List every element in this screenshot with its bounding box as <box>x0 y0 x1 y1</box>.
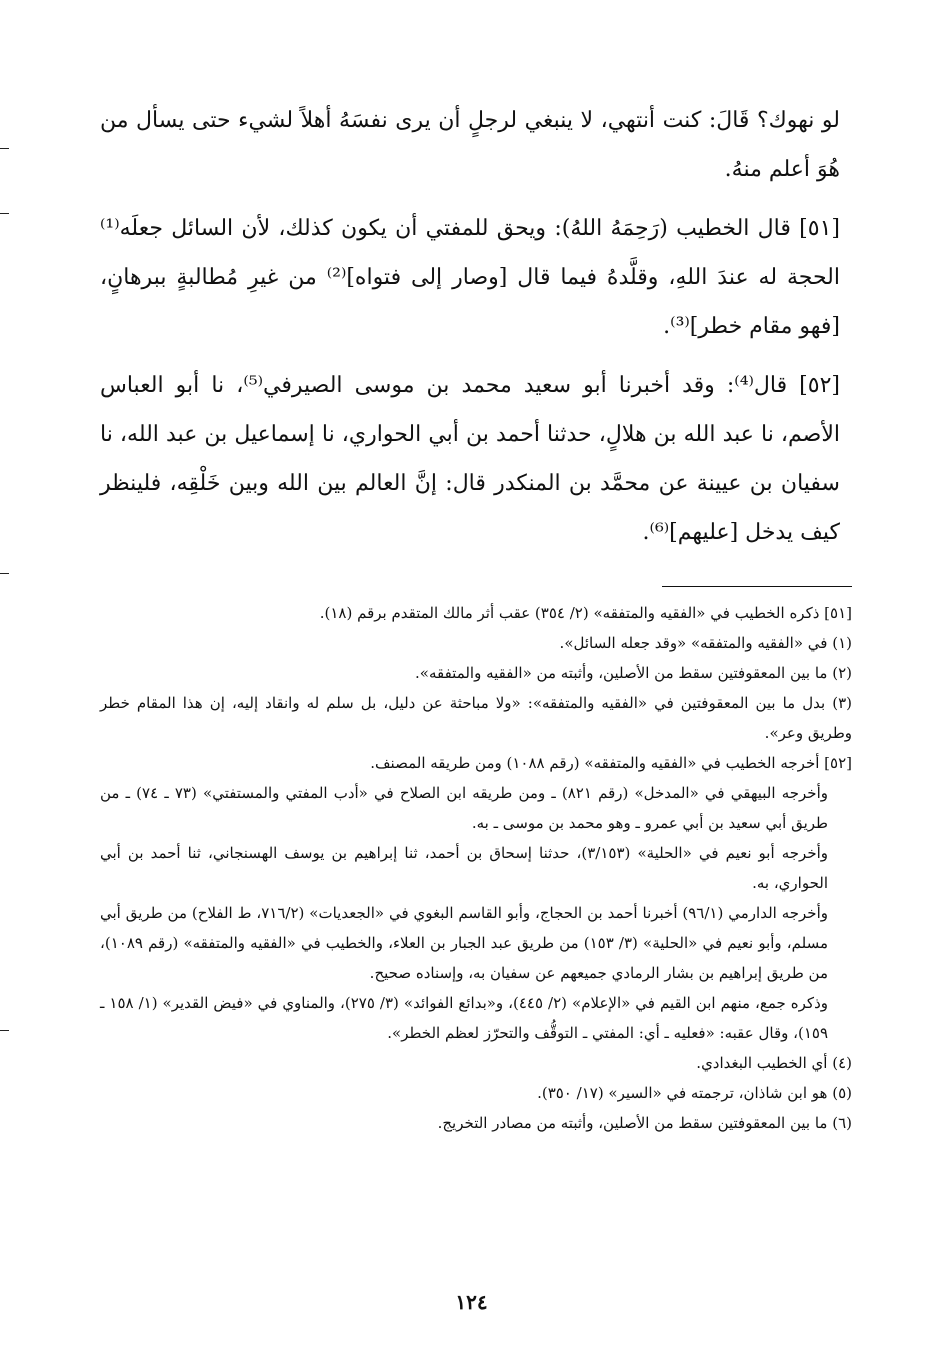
margin-tick <box>0 573 9 574</box>
footnote: وذكره جمع، منهم ابن القيم في «الإعلام» (٢/ ٤٤٥)، و«بدائع الفوائد» (٣/ ٢٧٥)، والمناوي في «فيض القدير» (١/ ١٥٨ ـ ١٥٩)، وقال عقبه: «فعليه ـ أي: المفتي ـ التوقُّف والتحرّز لعظم الخطر». <box>100 994 828 1042</box>
main-paragraph: [٥٢] قال⁽⁴⁾: وقد أخبرنا أبو سعيد محمد بن موسى الصيرفي⁽⁵⁾، نا أبو العباس الأصم، نا عبد الله بن هلالٍ، حدثنا أحمد بن أبي الحواري، نا إسماعيل بن عبد الله، نا سفيان بن عيينة عن محمَّد بن المنكدر قال: إنَّ العالم بين الله وبين خَلْقِه، فلينظر كيف يدخل [عليهم]⁽⁶⁾. <box>100 373 840 545</box>
main-paragraph: لو نهوك؟ قَالَ: كنت أنتهي، لا ينبغي لرجلٍ أن يرى نفسَهُ أهلاً لشيء حتى يسأل من هُوَ أعلم منهُ. <box>100 108 840 182</box>
footnote: وأخرجه الدارمي (٩٦/١) أخبرنا أحمد بن الحجاج، وأبو القاسم البغوي في «الجعديات» (٧١٦/٢، ط الفلاح) من طريق أبي مسلم، وأبو نعيم في «الحلية» (٣/ ١٥٣) من طريق عبد الجبار بن العلاء، والخطيب في «الفقيه والمتفقه» (رقم ١٠٨٩)، من طريق إبراهيم بن بشار الرمادي جميعهم عن سفيان به، وإسناده صحيح. <box>100 904 828 982</box>
main-paragraph: [٥١] قال الخطيب (رَحِمَهُ اللهُ): ويحق للمفتي أن يكون كذلك، لأن السائل جعلَه⁽¹⁾ الحجة له عندَ اللهِ، وقلَّدهُ فيما قال [وصار إلى فتواه]⁽²⁾ من غيرِ مُطالبةٍ ببرهانٍ، [فهو مقام خطر]⁽³⁾. <box>100 216 840 339</box>
page-number: ١٢٤ <box>455 1290 488 1314</box>
footnote: وأخرجه البيهقي في «المدخل» (رقم ٨٢١) ـ ومن طريقه ابن الصلاح في «أدب المفتي والمستفتي» (٧٣ ـ ٧٤) ـ من طريق أبي سعيد بن أبي عمرو ـ وهو محمد بن موسى ـ به. <box>100 784 828 832</box>
footnote-separator <box>662 586 852 587</box>
margin-tick <box>0 148 9 149</box>
footnote: (٣) بدل ما بين المعقوفتين في «الفقيه والمتفقه»: «ولا مباحثة عن دليل، بل سلم له وانقاد إليه، إن هذا المقام خطر وطريق وعر». <box>100 694 852 742</box>
footnote: [٥١] ذكره الخطيب في «الفقيه والمتفقه» (٢/ ٣٥٤) عقب أثر مالك المتقدم برقم (١٨). <box>319 604 852 622</box>
footnote: (١) في «الفقيه والمتفقه» «وقد جعله السائل». <box>559 634 852 652</box>
margin-tick <box>0 213 9 214</box>
footnote: (٥) هو ابن شاذان، ترجمته في «السير» (١٧/ ٣٥٠). <box>537 1084 852 1102</box>
footnote: (٤) أي الخطيب البغدادي. <box>696 1054 852 1072</box>
footnote: وأخرجه أبو نعيم في «الحلية» (٣/١٥٣)، حدثنا إسحاق بن أحمد، ثنا إبراهيم بن يوسف الهسنجاني، ثنا أحمد بن أبي الحواري، به. <box>100 844 828 892</box>
margin-tick <box>0 1030 9 1031</box>
footnote: (٢) ما بين المعقوفتين سقط من الأصلين، وأثبته من «الفقيه والمتفقه». <box>415 664 852 682</box>
footnote: (٦) ما بين المعقوفتين سقط من الأصلين، وأثبته من مصادر التخريج. <box>437 1114 852 1132</box>
main-text <box>100 96 840 567</box>
footnotes <box>100 598 852 1138</box>
footnote: [٥٢] أخرجه الخطيب في «الفقيه والمتفقه» (رقم ١٠٨٨) ومن طريقه المصنف. <box>370 754 852 772</box>
